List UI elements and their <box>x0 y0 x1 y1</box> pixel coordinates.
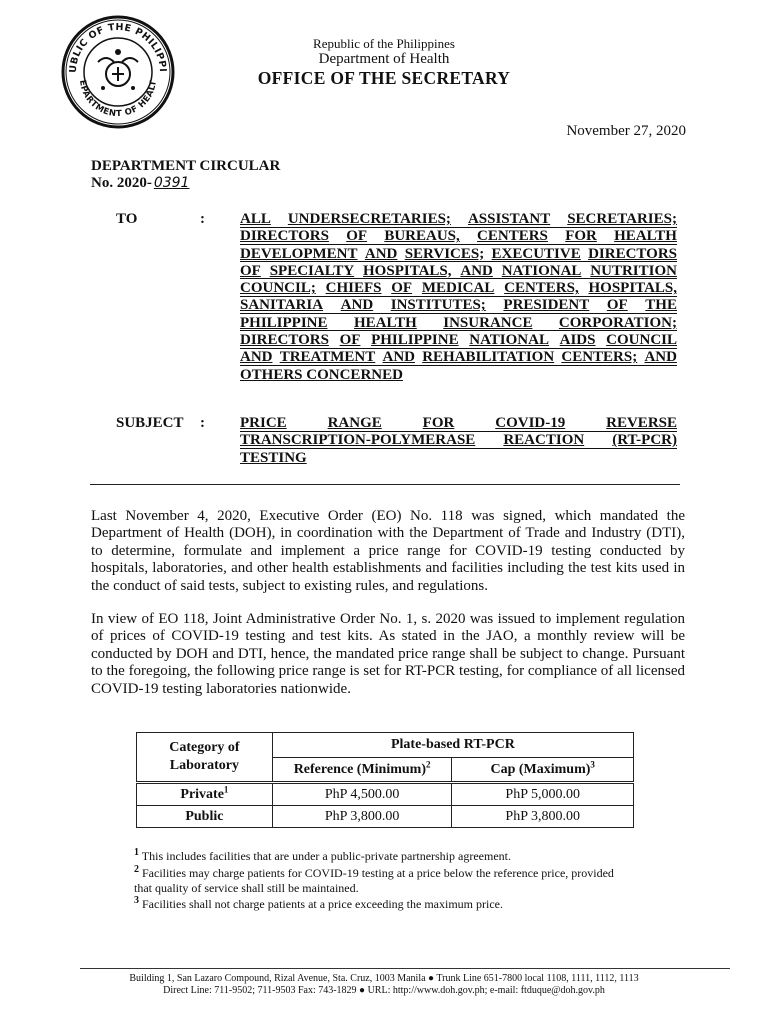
footnote-3-text: Facilities shall not charge patients at a price exceeding the maximum price. <box>142 897 503 911</box>
header-reference <box>272 758 452 783</box>
footer-divider <box>80 968 730 969</box>
header-reference-text: Reference (Minimum) <box>293 761 426 777</box>
body-paragraph-1: Last November 4, 2020, Executive Order (EO) No. 118 was signed, which mandated the Department of Health (DOH), in coordination with the Department of Trade and Industry (DTI), to determine, formulate and implement a price range for COVID-19 testing conducted by hospitals, laboratories, and other health establishments and facilities including the test kits used in the conduct of said tests, subject to existing rules, and regulations. <box>91 508 685 594</box>
row-category <box>137 806 273 828</box>
to-recipients <box>240 211 677 384</box>
letterhead-office: OFFICE OF THE SECRETARY <box>257 68 511 88</box>
subject-line: TESTING <box>240 449 307 466</box>
header-cap-sup: 3 <box>590 758 595 769</box>
footnote-2 <box>134 866 634 896</box>
seal-bottom-text: EPARTMENT OF HEALT <box>76 79 160 120</box>
header-reference-sup: 2 <box>426 758 431 769</box>
footer-address: Building 1, San Lazaro Compound, Rizal Avenue, Sta. Cruz, 1003 Manila ● Trunk Line 651-7800 local 1108, 1111, 1112, 1113 <box>129 973 639 984</box>
header-category-text: Category of Laboratory <box>169 740 240 773</box>
row-cap: PhP 5,000.00 <box>452 783 634 806</box>
row-category-text: Public <box>185 808 224 824</box>
circular-number-handwritten: 0391 <box>153 175 190 191</box>
to-line: DEVELOPMENT AND SERVICES; EXECUTIVE DIRECTORS <box>240 245 677 262</box>
seal-top-text: UBLIC OF THE PHILIPPI <box>67 21 169 74</box>
footnote-3-num: 3 <box>134 895 139 906</box>
row-category-text: Private <box>180 786 224 802</box>
section-divider <box>90 484 680 485</box>
subject-colon: : <box>200 415 205 431</box>
table-row <box>137 783 634 806</box>
row-category-sup: 1 <box>223 783 229 794</box>
price-table <box>136 732 634 828</box>
footnote-2-text: Facilities may charge patients for COVID-19 testing at a price below the reference price, provided that quality of service shall still be maintained. <box>134 866 614 895</box>
row-reference: PhP 4,500.00 <box>272 783 452 806</box>
circular-title: DEPARTMENT CIRCULAR <box>91 158 281 174</box>
letterhead-department: Department of Health <box>318 51 450 67</box>
header-cap-text: Cap (Maximum) <box>490 761 591 777</box>
to-line: DIRECTORS OF BUREAUS, CENTERS FOR HEALTH <box>240 228 677 245</box>
row-reference: PhP 3,800.00 <box>272 806 452 828</box>
header-plate-based: Plate-based RT-PCR <box>272 733 633 758</box>
to-line: SANITARIA AND INSTITUTES; PRESIDENT OF THE <box>240 297 677 314</box>
header-cap <box>452 758 634 783</box>
circular-number <box>91 175 189 192</box>
subject-label: SUBJECT <box>116 415 184 431</box>
to-line: PHILIPPINE HEALTH INSURANCE CORPORATION; <box>240 314 677 331</box>
row-cap: PhP 3,800.00 <box>452 806 634 828</box>
subject-line: PRICE RANGE FOR COVID-19 REVERSE <box>240 415 677 431</box>
letterhead-republic: Republic of the Philippines <box>313 36 455 51</box>
to-line: DIRECTORS OF PHILIPPINE NATIONAL AIDS COUNCIL <box>240 332 677 349</box>
footnote-2-num: 2 <box>134 864 139 875</box>
to-line: ALL UNDERSECRETARIES; ASSISTANT SECRETARIES; <box>240 211 677 227</box>
circular-number-prefix: No. 2020- <box>91 175 152 191</box>
footer-contact: Direct Line: 711-9502; 711-9503 Fax: 743-1829 ● URL: http://www.doh.gov.ph; e-mail: ftduque@doh.gov.ph <box>163 985 605 996</box>
header-category <box>137 733 273 783</box>
to-colon: : <box>200 211 205 227</box>
to-line: OF SPECIALTY HOSPITALS, AND NATIONAL NUTRITION <box>240 262 677 279</box>
to-label: TO <box>116 211 138 227</box>
to-line: OTHERS CONCERNED <box>240 366 403 383</box>
subject-line: TRANSCRIPTION-POLYMERASE REACTION (RT-PCR) <box>240 432 677 449</box>
circular-date: November 27, 2020 <box>566 123 686 139</box>
subject-text <box>240 415 677 467</box>
row-category <box>137 783 273 806</box>
footnote-1-num: 1 <box>134 847 139 858</box>
footnote-3 <box>134 897 503 912</box>
to-line: COUNCIL; CHIEFS OF MEDICAL CENTERS, HOSPITALS, <box>240 280 677 297</box>
to-line: AND TREATMENT AND REHABILITATION CENTERS; AND <box>240 349 677 366</box>
table-row <box>137 806 634 828</box>
footnote-1-text: This includes facilities that are under a public-private partnership agreement. <box>141 849 511 863</box>
footnote-1 <box>134 849 511 864</box>
body-paragraph-2: In view of EO 118, Joint Administrative Order No. 1, s. 2020 was issued to implement regulation of prices of COVID-19 testing and test kits. As stated in the JAO, a monthly review will be conducted by DOH and DTI, hence, the mandated price range shall be subject to change. Pursuant to the foregoing, the following price range is set for RT-PCR testing, for compliance of all licensed COVID-19 testing laboratories nationwide. <box>91 611 685 697</box>
